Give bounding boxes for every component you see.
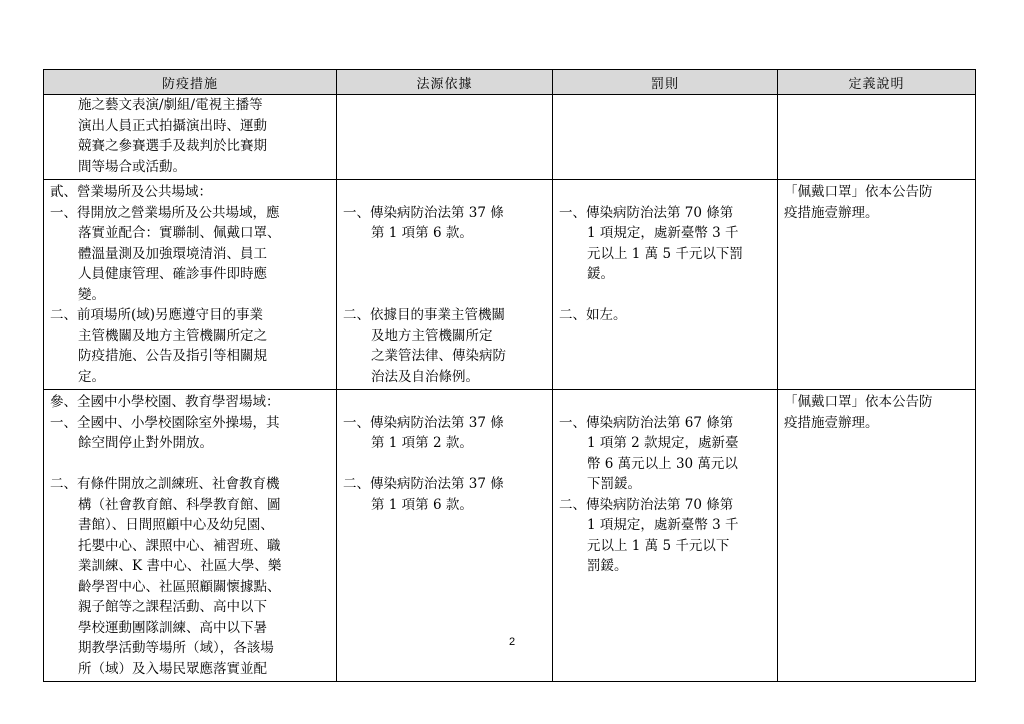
header-legal-basis: 法源依據 (337, 70, 553, 95)
text-line: 1 項規定，處新臺幣 3 千 (587, 517, 739, 533)
penalty-cell (553, 180, 778, 390)
header-penalty: 罰則 (553, 70, 778, 95)
text-line: 第 1 項第 6 款。 (371, 496, 473, 513)
page-number: 2 (508, 636, 516, 648)
text-line: 二、依據目的事業主管機關 (343, 307, 505, 323)
text-line: 二、如左。 (559, 307, 627, 323)
text-line: 「佩戴口罩」依本公告防 (784, 394, 933, 410)
text-line: 二、傳染病防治法第 70 條第 (559, 496, 734, 513)
text-line: 一、傳染病防治法第 70 條第 (559, 204, 734, 221)
text-line: 一、得開放之營業場所及公共場域，應 (50, 204, 280, 221)
text-line: 幣 6 萬元以上 30 萬元以 (587, 455, 738, 472)
text-line: 親子館等之課程活動、高中以下 (78, 599, 267, 615)
text-line: 施之藝文表演/劇組/電視主播等 (78, 97, 263, 113)
section-title: 貳、營業場所及公共場域： (50, 184, 212, 200)
legal-basis-cell (337, 180, 553, 390)
text-line: 餘空間停止對外開放。 (78, 435, 213, 451)
text-line: 人員健康管理、確診事件即時應 (78, 266, 267, 282)
text-line: 元以上 1 萬 5 千元以下罰 (587, 245, 743, 262)
text-line: 演出人員正式拍攝演出時、運動 (78, 117, 267, 134)
text-line: 二、前項場所(域)另應遵守目的事業 (50, 307, 264, 323)
text-line: 體溫量測及加強環境清消、員工 (78, 245, 267, 262)
text-line: 1 項規定，處新臺幣 3 千 (587, 225, 739, 241)
text-line: 疫措施壹辦理。 (784, 204, 879, 221)
measures-cell (44, 95, 337, 180)
regulation-table (43, 69, 976, 682)
text-line: 之業管法律、傳染病防 (371, 348, 506, 364)
text-line: 業訓練、K 書中心、社區大學、樂 (78, 558, 282, 574)
text-line: 書館）、日間照顧中心及幼兒園、 (78, 517, 274, 533)
text-line: 一、傳染病防治法第 37 條 (343, 204, 504, 221)
text-line: 1 項第 2 款規定，處新臺 (587, 435, 739, 451)
text-line: 一、傳染病防治法第 67 條第 (559, 414, 734, 431)
text-line: 競賽之參賽選手及裁判於比賽期 (78, 138, 267, 154)
text-line: 第 1 項第 2 款。 (371, 435, 473, 451)
text-line: 托嬰中心、課照中心、補習班、職 (78, 537, 281, 554)
text-line: 鍰。 (587, 266, 614, 282)
text-line: 治法及自治條例。 (371, 368, 479, 385)
text-line: 落實並配合：實聯制、佩戴口罩、 (78, 225, 281, 241)
text-line: 學校運動團隊訓練、高中以下暑 (78, 619, 267, 636)
definition-cell (778, 95, 976, 180)
text-line: 疫措施壹辦理。 (784, 414, 879, 431)
text-line: 下罰鍰。 (587, 476, 641, 492)
text-line: 齡學習中心、社區照顧關懷據點、 (78, 578, 281, 595)
text-line: 防疫措施、公告及指引等相關規 (78, 348, 267, 364)
text-line: 定。 (78, 368, 105, 385)
header-row (44, 70, 976, 95)
table-row (44, 95, 976, 180)
text-line: 一、全國中、小學校園除室外操場，其 (50, 414, 280, 431)
text-line: 變。 (78, 286, 105, 303)
text-line: 所（域）及入場民眾應落實並配 (78, 660, 267, 677)
text-line: 二、有條件開放之訓練班、社會教育機 (50, 476, 280, 492)
text-line: 構（社會教育館、科學教育館、圖 (78, 496, 281, 513)
measures-cell (44, 180, 337, 390)
header-definition: 定義說明 (778, 70, 976, 95)
text-line: 「佩戴口罩」依本公告防 (784, 184, 933, 200)
penalty-cell (553, 95, 778, 180)
text-line: 元以上 1 萬 5 千元以下 (587, 537, 730, 554)
text-line: 及地方主管機關所定 (371, 327, 493, 344)
text-line: 一、傳染病防治法第 37 條 (343, 414, 504, 431)
text-line: 第 1 項第 6 款。 (371, 225, 473, 241)
text-line: 罰鍰。 (587, 558, 628, 574)
table-row (44, 180, 976, 390)
section-title: 參、全國中小學校園、教育學習場域： (50, 394, 280, 410)
text-line: 期教學活動等場所（域），各該場 (78, 640, 274, 656)
definition-cell (778, 180, 976, 390)
header-measures: 防疫措施 (44, 70, 337, 95)
text-line: 間等場合或活動。 (78, 158, 186, 175)
legal-basis-cell (337, 95, 553, 180)
text-line: 主管機關及地方主管機關所定之 (78, 327, 267, 344)
text-line: 二、傳染病防治法第 37 條 (343, 476, 504, 492)
